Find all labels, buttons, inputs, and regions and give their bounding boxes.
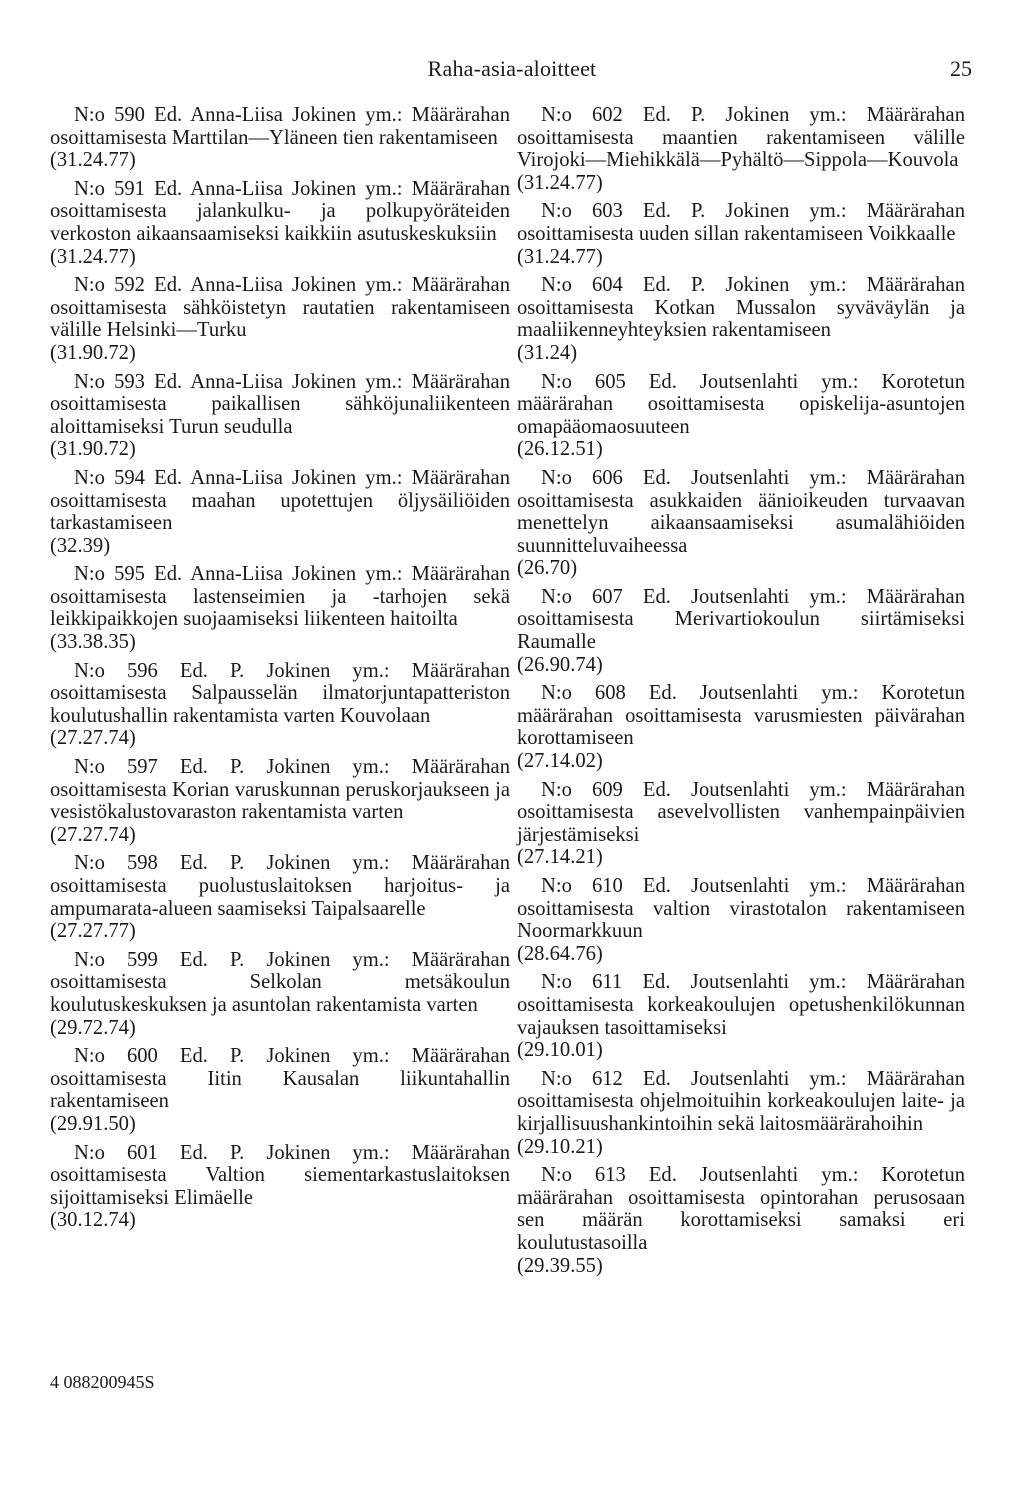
entry-date: (29.10.01) [517,1039,603,1062]
entry-date: (31.24.77) [517,171,603,194]
entry-date: (31.90.72) [50,438,136,461]
entry [517,200,965,268]
entry-text [517,467,965,557]
entry [50,371,510,461]
entry [517,104,965,194]
entry-body: N:o 597 Ed. P. Jokinen ym.: Määrärahan osoittamisesta Korian varuskunnan peruskorjaukseen ja vesistökalustovaraston rakentamista varten [50,756,510,824]
entry-body: N:o 593 Ed. Anna-Liisa Jokinen ym.: Määrärahan osoittamisesta paikallisen sähköjunaliikenteen aloittamiseksi Turun seudulla [50,370,510,438]
entry-body: N:o 602 Ed. P. Jokinen ym.: Määrärahan osoittamisesta maantien rakentamiseen välille Virojoki—Miehikkälä—Pyhältö—Sippola—Kouvola [517,104,965,172]
entry [50,756,510,846]
left-column [50,104,510,1238]
entry-date: (31.24) [517,341,578,364]
running-header-title: Raha-asia-aloitteet [427,56,597,81]
entry-date: (30.12.74) [50,1209,136,1232]
entry-body: N:o 609 Ed. Joutsenlahti ym.: Määrärahan osoittamisesta asevelvollisten vanhempainpäivien järjestämiseksi [517,778,965,846]
entry-body: N:o 601 Ed. P. Jokinen ym.: Määrärahan osoittamisesta Valtion siementarkastuslaitoksen sijoittamiseksi Elimäelle [50,1141,510,1209]
entry-body: N:o 605 Ed. Joutsenlahti ym.: Korotetun määrärahan osoittamisesta opiskelija-asuntojen omapääomaosuuteen [517,370,965,438]
entry-date: (27.27.77) [50,920,136,943]
entry-text [517,971,965,1039]
entry [517,274,965,364]
entry [50,1045,510,1135]
entry-date: (33.38.35) [50,631,136,654]
page-number: 25 [950,56,972,81]
entry [50,563,510,653]
entry-date: (27.27.74) [50,727,136,750]
entry-text [517,104,965,172]
entry-text [517,586,965,654]
entry-text [50,660,510,728]
entry [50,1142,510,1232]
entry [517,1164,965,1277]
entry-text [50,467,510,535]
entry-date: (26.70) [517,557,578,580]
entry-date: (31.24.77) [50,149,136,172]
printer-signature: 4 088200945S [50,1372,155,1392]
entry [517,467,965,580]
entry-body: N:o 595 Ed. Anna-Liisa Jokinen ym.: Määrärahan osoittamisesta lastenseimien ja -tarhojen sekä leikkipaikkojen suojaamiseksi liikenteen haitoilta [50,563,510,631]
entry [517,682,965,772]
entry-date: (27.27.74) [50,823,136,846]
entry-date: (28.64.76) [517,942,603,965]
entry-body: N:o 592 Ed. Anna-Liisa Jokinen ym.: Määrärahan osoittamisesta sähköistetyn rautatien rakentamiseen välille Helsinki—Turku [50,274,510,342]
entry [517,875,965,965]
entry-date: (27.14.02) [517,750,603,773]
entry-text [50,949,510,1017]
entry [50,274,510,364]
entry-body: N:o 608 Ed. Joutsenlahti ym.: Korotetun määrärahan osoittamisesta varusmiesten päivärahan korottamiseen [517,682,965,750]
entry-body: N:o 599 Ed. P. Jokinen ym.: Määrärahan osoittamisesta Selkolan metsäkoulun koulutuskeskuksen ja asuntolan rakentamista varten [50,948,510,1016]
entry-date: (31.24.77) [50,245,136,268]
entry [517,779,965,869]
entry-text [517,779,965,847]
entry-body: N:o 610 Ed. Joutsenlahti ym.: Määrärahan osoittamisesta valtion virastotalon rakentamiseen Noormarkkuun [517,875,965,943]
entry-date: (29.72.74) [50,1016,136,1039]
entry-date: (29.91.50) [50,1112,136,1135]
entry [517,371,965,461]
entry-text [50,178,510,246]
right-column [517,104,965,1283]
entry-text [50,1045,510,1113]
entry-date: (32.39) [50,534,111,557]
entry [50,852,510,942]
entry-text [50,563,510,631]
entry-body: N:o 600 Ed. P. Jokinen ym.: Määrärahan osoittamisesta Iitin Kausalan liikuntahallin rakentamiseen [50,1045,510,1113]
entry [50,949,510,1039]
entry-body: N:o 607 Ed. Joutsenlahti ym.: Määrärahan osoittamisesta Merivartiokoulun siirtämiseksi Raumalle [517,585,965,654]
entry-date: (29.10.21) [517,1135,603,1158]
entry [50,660,510,750]
entry-body: N:o 594 Ed. Anna-Liisa Jokinen ym.: Määrärahan osoittamisesta maahan upotettujen öljysäiliöiden tarkastamiseen [50,466,510,535]
entry-text [517,274,965,342]
entry [50,467,510,557]
entry-body: N:o 596 Ed. P. Jokinen ym.: Määrärahan osoittamisesta Salpausselän ilmatorjuntapatteriston koulutushallin rakentamista varten Kouvolaan [50,659,510,727]
entry-body: N:o 613 Ed. Joutsenlahti ym.: Korotetun määrärahan osoittamisesta opintorahan perusosaan sen määrän korottamiseksi samaksi eri koulutustasoilla [517,1164,965,1254]
entry-date: (31.24.77) [517,245,603,268]
entry-body: N:o 591 Ed. Anna-Liisa Jokinen ym.: Määrärahan osoittamisesta jalankulku- ja polkupyöräteiden verkoston aikaansaamiseksi kaikkiin asutuskeskuksiin [50,177,510,245]
entry-body: N:o 603 Ed. P. Jokinen ym.: Määrärahan osoittamisesta uuden sillan rakentamiseen Voikkaalle [517,200,965,245]
entry-text [517,371,965,439]
entry [517,971,965,1061]
entry-date: (26.90.74) [517,653,603,676]
entry [517,1068,965,1158]
entry-text [50,852,510,920]
entry-text [50,274,510,342]
entry-body: N:o 604 Ed. P. Jokinen ym.: Määrärahan osoittamisesta Kotkan Mussalon syväväylän ja maaliikenneyhteyksien rakentamiseen [517,274,965,342]
entry-text [517,200,965,245]
entry-date: (31.90.72) [50,341,136,364]
entry-text [50,371,510,439]
entry-date: (26.12.51) [517,438,603,461]
entry-date: (27.14.21) [517,846,603,869]
entry-text [50,1142,510,1210]
entry [50,104,510,172]
entry [50,178,510,268]
entry-text [50,756,510,824]
entry-body: N:o 611 Ed. Joutsenlahti ym.: Määrärahan osoittamisesta korkeakoulujen opetushenkilökunnan vajauksen tasoittamiseksi [517,971,965,1039]
entry-text [50,104,510,149]
entry-body: N:o 598 Ed. P. Jokinen ym.: Määrärahan osoittamisesta puolustuslaitoksen harjoitus- ja ampumarata-alueen saamiseksi Taipalsaarelle [50,852,510,920]
entry-body: N:o 590 Ed. Anna-Liisa Jokinen ym.: Määrärahan osoittamisesta Marttilan—Yläneen tien rakentamiseen [50,104,510,149]
entry-text [517,1164,965,1254]
entry-text [517,1068,965,1136]
entry-date: (29.39.55) [517,1254,603,1277]
entry-body: N:o 612 Ed. Joutsenlahti ym.: Määrärahan osoittamisesta ohjelmoituihin korkeakoulujen laite- ja kirjallisuushankintoihin sekä laitosmäärärahoihin [517,1067,965,1135]
entry-text [517,682,965,750]
entry [517,586,965,676]
entry-text [517,875,965,943]
entry-body: N:o 606 Ed. Joutsenlahti ym.: Määrärahan osoittamisesta asukkaiden äänioikeuden turvaavan menettelyn aikaansaamiseksi asumalähiöiden suunnitteluvaiheessa [517,466,965,557]
